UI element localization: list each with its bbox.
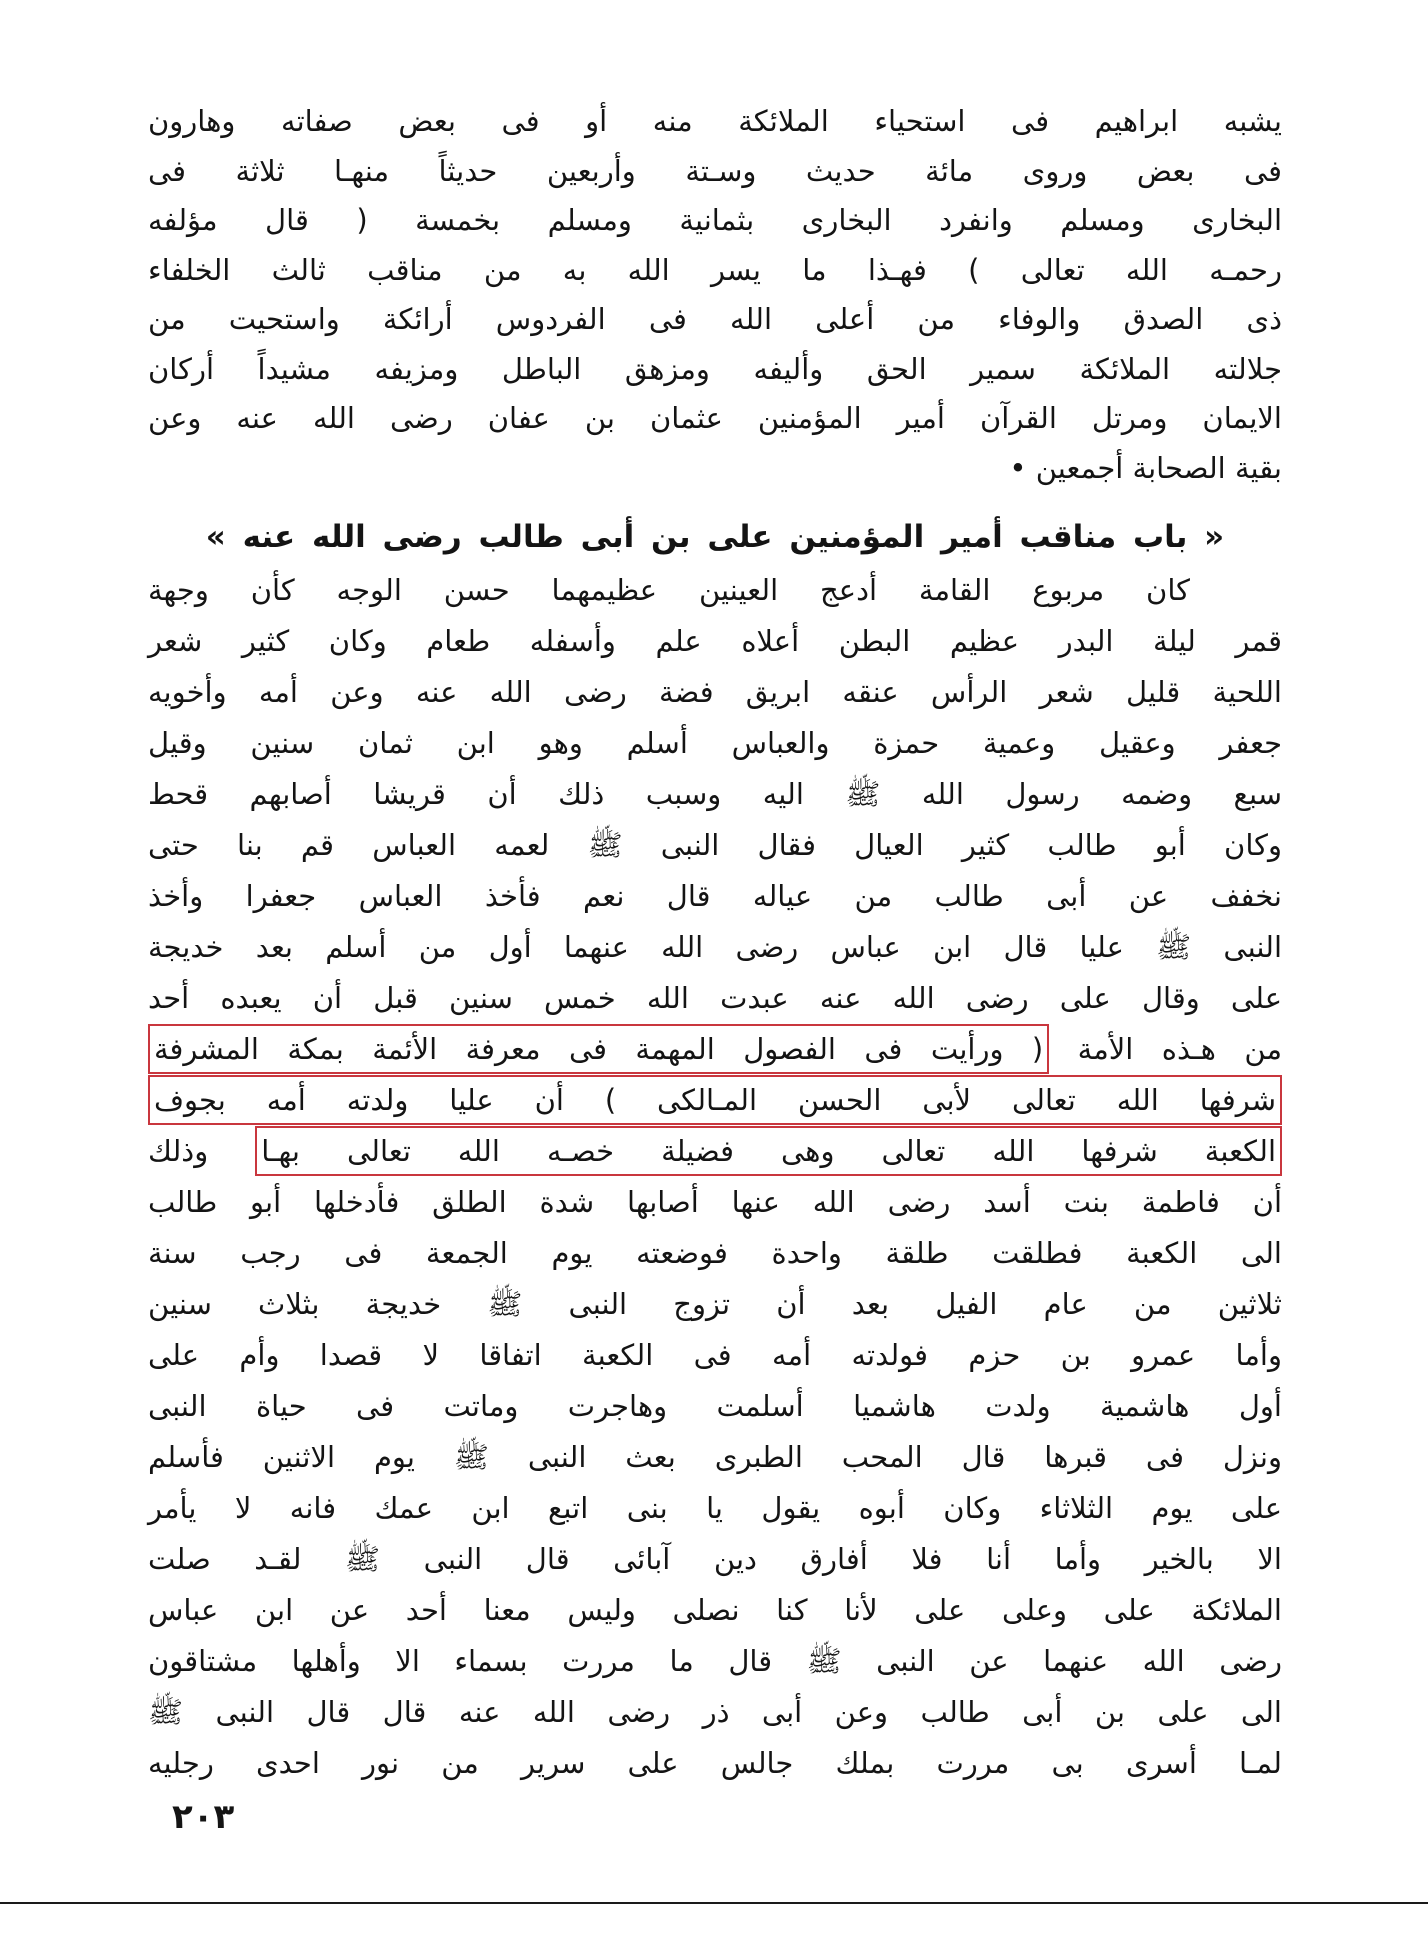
text-line xyxy=(148,1024,1282,1075)
text-line: ذى الصدق والوفاء من أعلى الله فى الفردوس أرائكة واستحيت من xyxy=(148,302,1282,336)
text-line: يشبه ابراهيم فى استحياء الملائكة منه أو فى بعض صفاته وهارون xyxy=(148,104,1282,138)
text-line: على وقال على رضى الله عنه عبدت الله خمس سنين قبل أن يعبده أحد xyxy=(148,981,1282,1015)
line-text: وذلك xyxy=(148,1134,209,1168)
text-line: رحمـه الله تعالى ) فهـذا ما يسر الله به من مناقب ثالث الخلفاء xyxy=(148,252,1282,287)
text-line: جعفر وعقيل وعمية حمزة والعباس أسلم وهو ابن ثمان سنين وقيل xyxy=(148,726,1282,760)
text-line: لمـا أسرى بى مررت بملك جالس على سرير من نور احدى رجليه xyxy=(148,1746,1282,1780)
text-line: أول هاشمية ولدت هاشميا أسلمت وهاجرت وماتت فى حياة النبى xyxy=(148,1389,1282,1423)
text-line: البخارى ومسلم وانفرد البخارى بثمانية ومسلم بخمسة ( قال مؤلفه xyxy=(148,203,1282,237)
text-line: فى بعض وروى مائة حديث وسـتة وأربعين حديثاً منهـا ثلاثة فى xyxy=(148,153,1282,188)
text-line xyxy=(148,1075,1282,1126)
page-number: ٢٠٣ xyxy=(172,1797,235,1837)
text-line: الملائكة على وعلى على لأنا كنا نصلى وليس معنا أحد عن ابن عباس xyxy=(148,1593,1282,1627)
highlight-box: الكعبة شرفها الله تعالى وهى فضيلة خصـه الله تعالى بهـا xyxy=(255,1126,1282,1176)
text-line: نخفف عن أبى طالب من عياله قال نعم فأخذ العباس جعفرا وأخذ xyxy=(148,879,1282,913)
line-text: من هـذه الأمة xyxy=(1077,1032,1283,1066)
text-line xyxy=(148,1126,1282,1177)
text-line: قمر ليلة البدر عظيم البطن أعلاه علم وأسفله طعام وكان كثير شعر xyxy=(148,624,1282,658)
text-line: سبع وضمه رسول الله ﷺ اليه وسبب ذلك أن قريشا أصابهم قحط xyxy=(148,777,1282,811)
text-line: بقية الصحابة أجمعين • xyxy=(1009,450,1282,485)
text-line: ثلاثين من عام الفيل بعد أن تزوج النبى ﷺ خديجة بثلاث سنين xyxy=(148,1287,1282,1321)
text-line: وأما عمرو بن حزم فولدته أمه فى الكعبة اتفاقا لا قصدا وأم على xyxy=(148,1338,1282,1372)
paragraph-ali xyxy=(148,565,1282,1789)
scan-edge-line xyxy=(0,1902,1428,1904)
text-line: الا بالخير وأما أنا فلا أفارق دين آبائى قال النبى ﷺ لقـد صلت xyxy=(148,1542,1282,1576)
chapter-heading: « باب مناقب أمير المؤمنين على بن أبى طالب رضى الله عنه » xyxy=(205,519,1225,555)
text-line: الى الكعبة فطلقت طلقة واحدة فوضعته يوم الجمعة فى رجب سنة xyxy=(148,1236,1282,1270)
text-line: وكان أبو طالب كثير العيال فقال النبى ﷺ لعمه العباس قم بنا حتى xyxy=(148,828,1282,862)
page-text xyxy=(148,97,1282,1789)
text-line: النبى ﷺ عليا قال ابن عباس رضى الله عنهما أول من أسلم بعد خديجة xyxy=(148,930,1282,964)
text-line: كان مربوع القامة أدعج العينين عظيمهما حسن الوجه كأن وجهة xyxy=(148,573,1190,607)
text-line: اللحية قليل شعر الرأس عنقه ابريق فضة رضى الله عنه وعن أمه وأخويه xyxy=(148,675,1282,709)
text-line: الى على بن أبى طالب وعن أبى ذر رضى الله عنه قال قال النبى ﷺ xyxy=(148,1695,1282,1729)
text-line: جلالته الملائكة سمير الحق وأليفه ومزهق الباطل ومزيفه مشيداً أركان xyxy=(148,351,1282,386)
text-line: على يوم الثلاثاء وكان أبوه يقول يا بنى اتبع ابن عمك فانه لا يأمر xyxy=(148,1491,1282,1525)
highlight-box: ( ورأيت فى الفصول المهمة فى معرفة الأئمة بمكة المشرفة xyxy=(148,1024,1049,1074)
text-line: رضى الله عنهما عن النبى ﷺ قال ما مررت بسماء الا وأهلها مشتاقون xyxy=(148,1644,1282,1678)
paragraph-uthman-ending xyxy=(148,97,1282,493)
text-line: الايمان ومرتل القرآن أمير المؤمنين عثمان بن عفان رضى الله عنه وعن xyxy=(148,401,1282,435)
text-line: أن فاطمة بنت أسد رضى الله عنها أصابها شدة الطلق فأدخلها أبو طالب xyxy=(148,1185,1282,1219)
text-line: ونزل فى قبرها قال المحب الطبرى بعث النبى ﷺ يوم الاثنين فأسلم xyxy=(148,1440,1282,1474)
highlight-box: شرفها الله تعالى لأبى الحسن المـالكى ) أن عليا ولدته أمه بجوف xyxy=(148,1075,1282,1125)
